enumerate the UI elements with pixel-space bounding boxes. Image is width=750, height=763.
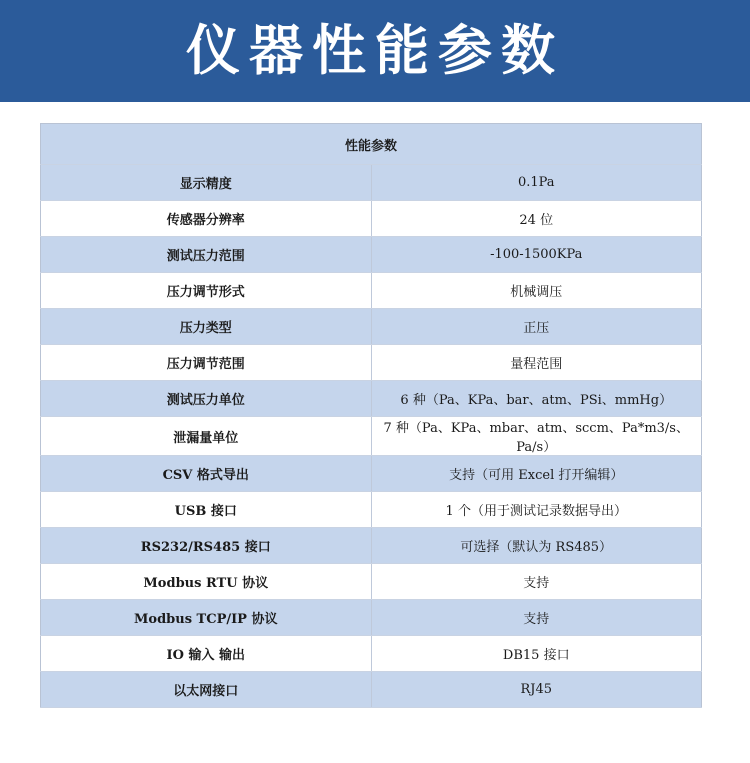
table-row (41, 381, 702, 417)
row-label: 以太网接口 (41, 672, 372, 708)
row-value: 0.1Pa (371, 165, 702, 201)
row-label: Modbus RTU 协议 (41, 564, 372, 600)
row-label: Modbus TCP/IP 协议 (41, 600, 372, 636)
row-value: 6 种（Pa、KPa、bar、atm、PSi、mmHg） (371, 381, 702, 417)
row-value: 可选择（默认为 RS485） (371, 528, 702, 564)
table-row (41, 636, 702, 672)
table-row (41, 237, 702, 273)
page-title: 仪器性能参数 (186, 19, 564, 82)
row-label: RS232/RS485 接口 (41, 528, 372, 564)
row-label: 测试压力单位 (41, 381, 372, 417)
row-value: 机械调压 (371, 273, 702, 309)
table-row (41, 201, 702, 237)
row-value: 7 种（Pa、KPa、mbar、atm、sccm、Pa*m3/s、Pa/s） (371, 417, 702, 456)
row-value: 24 位 (371, 201, 702, 237)
row-label: 测试压力范围 (41, 237, 372, 273)
spec-table (40, 123, 702, 708)
row-label: 泄漏量单位 (41, 417, 372, 456)
table-row (41, 273, 702, 309)
row-label: 显示精度 (41, 165, 372, 201)
table-row (41, 345, 702, 381)
row-value: RJ45 (371, 672, 702, 708)
table-row (41, 672, 702, 708)
row-value: DB15 接口 (371, 636, 702, 672)
row-value: 支持 (371, 564, 702, 600)
row-value: -100-1500KPa (371, 237, 702, 273)
row-label: USB 接口 (41, 492, 372, 528)
table-row (41, 564, 702, 600)
row-label: CSV 格式导出 (41, 456, 372, 492)
row-label: 传感器分辨率 (41, 201, 372, 237)
table-row (41, 417, 702, 456)
row-label: 压力调节形式 (41, 273, 372, 309)
row-value: 1 个（用于测试记录数据导出） (371, 492, 702, 528)
row-value: 量程范围 (371, 345, 702, 381)
table-row (41, 309, 702, 345)
row-value: 正压 (371, 309, 702, 345)
table-header-row (41, 124, 702, 165)
title-banner (0, 0, 750, 102)
row-label: 压力类型 (41, 309, 372, 345)
row-label: IO 输入 输出 (41, 636, 372, 672)
table-row (41, 456, 702, 492)
table-row (41, 492, 702, 528)
table-row (41, 600, 702, 636)
row-label: 压力调节范围 (41, 345, 372, 381)
row-value: 支持（可用 Excel 打开编辑） (371, 456, 702, 492)
table-row (41, 165, 702, 201)
table-header: 性能参数 (41, 124, 702, 165)
row-value: 支持 (371, 600, 702, 636)
table-row (41, 528, 702, 564)
